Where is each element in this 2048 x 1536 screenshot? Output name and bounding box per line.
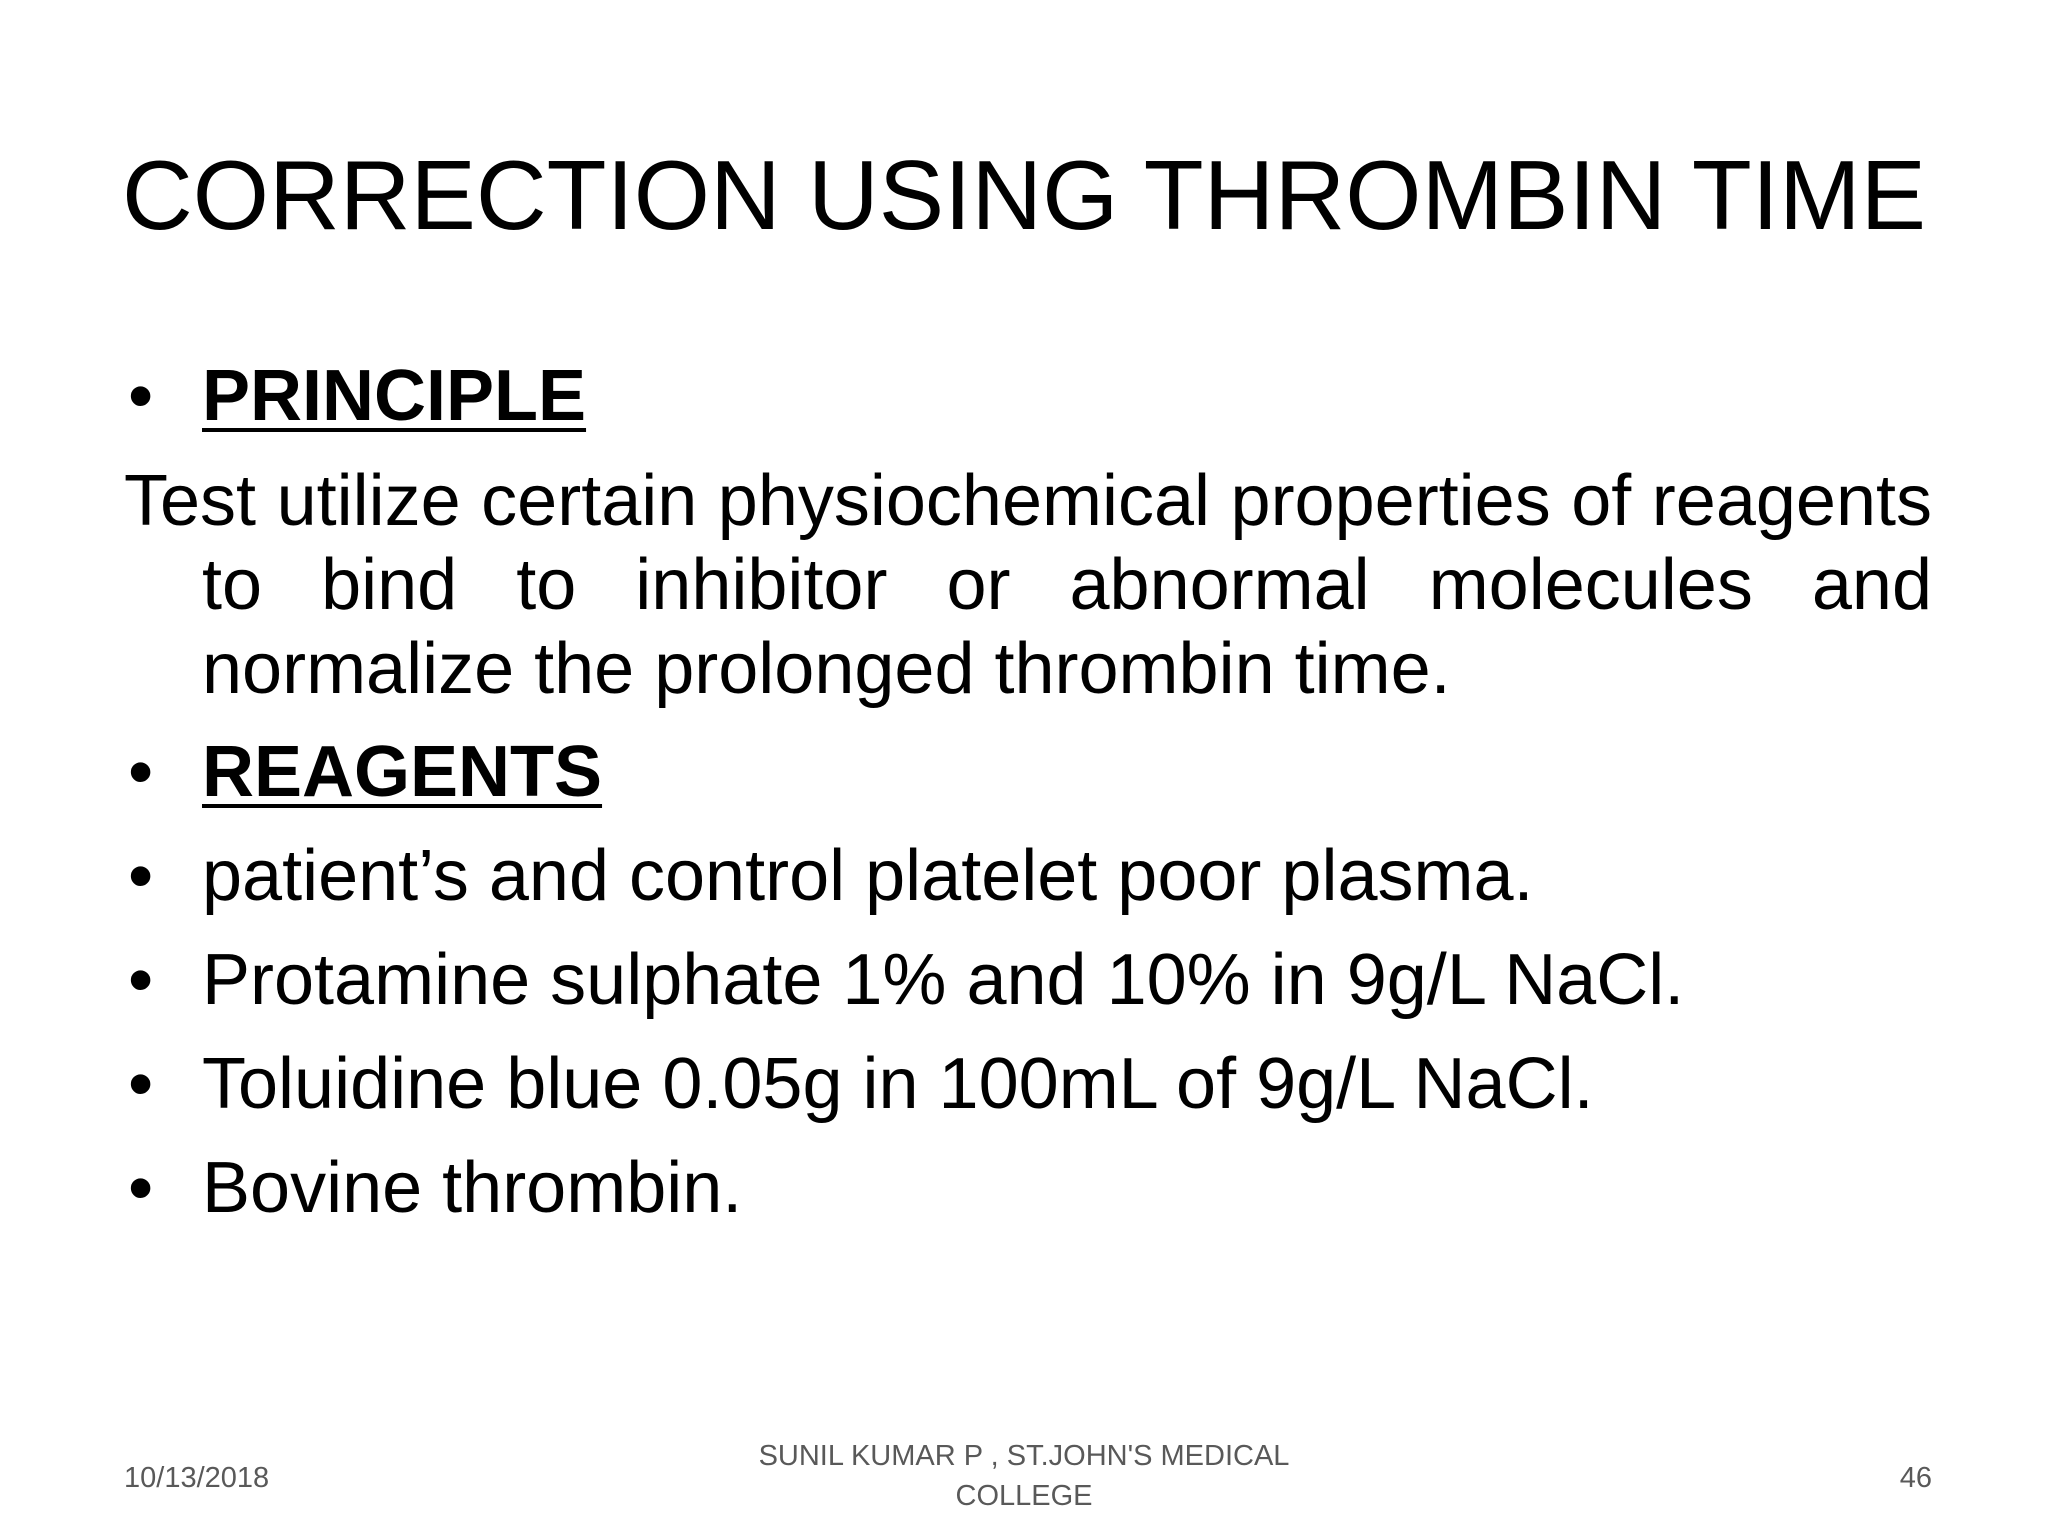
- bullet-dot-icon: •: [128, 1148, 154, 1228]
- bullet-dot-icon: •: [128, 1044, 154, 1124]
- slide-title: CORRECTION USING THROMBIN TIME: [121, 140, 1926, 250]
- bullet-dot-icon: •: [128, 940, 154, 1020]
- bullet-dot-icon: •: [128, 836, 154, 916]
- footer-author: [724, 1436, 1324, 1516]
- bullet-dot-icon: •: [128, 732, 154, 812]
- reagent-item: [124, 939, 1932, 1021]
- page-number: 46: [1899, 1462, 1932, 1494]
- footer-author-line: SUNIL KUMAR P , ST.JOHN'S MEDICAL: [758, 1440, 1290, 1472]
- reagent-item-text: Protamine sulphate 1% and 10% in 9g/L NaCl.: [202, 940, 1685, 1020]
- footer-date: 10/13/2018: [124, 1462, 270, 1494]
- reagent-item: [124, 835, 1932, 917]
- bullet-dot-icon: •: [128, 356, 154, 436]
- reagent-item-text: Bovine thrombin.: [202, 1148, 743, 1228]
- principle-bullet: [124, 355, 1932, 437]
- principle-paragraph: Test utilize certain physiochemical properties of reagents to bind to inhibitor or abnormal molecules and normalize the prolonged thrombin time.: [124, 461, 1932, 709]
- reagent-item-text: Toluidine blue 0.05g in 100mL of 9g/L NaCl.: [202, 1044, 1594, 1124]
- slide-body: [124, 355, 1932, 1251]
- reagents-bullet: [124, 731, 1932, 813]
- reagents-heading: REAGENTS: [202, 732, 603, 812]
- principle-heading: PRINCIPLE: [202, 356, 587, 436]
- footer-author-line: COLLEGE: [955, 1480, 1093, 1512]
- reagent-item: [124, 1043, 1932, 1125]
- reagent-item: [124, 1147, 1932, 1229]
- reagent-item-text: patient’s and control platelet poor plasma.: [202, 836, 1534, 916]
